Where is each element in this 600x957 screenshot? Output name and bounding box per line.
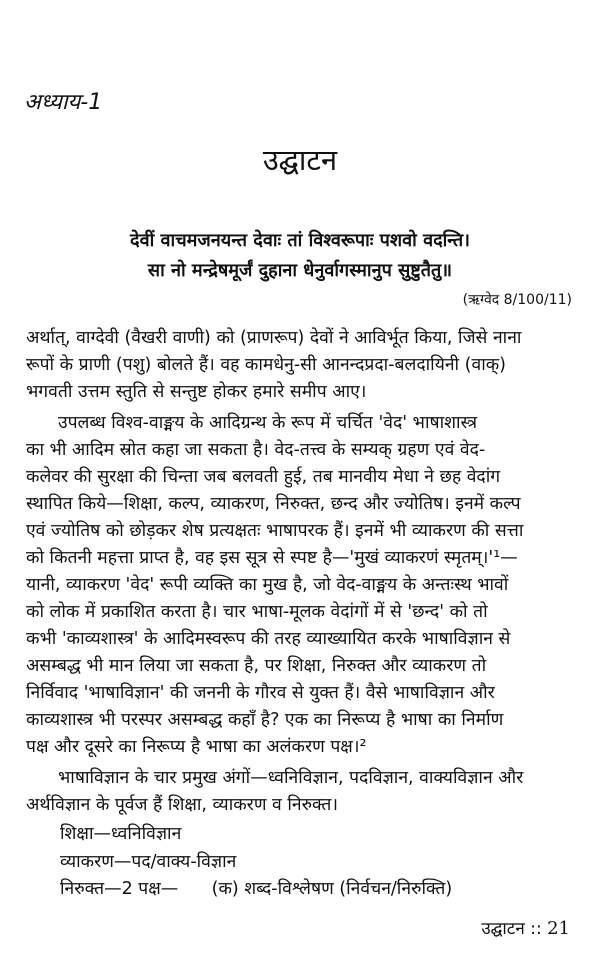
body-line: अर्थविज्ञान के पूर्वज हैं शिक्षा, व्याकरण व निरुक्त। <box>26 795 339 815</box>
body-line: निर्विवाद 'भाषाविज्ञान' की जननी के गौरव से युक्त हैं। वैसे भाषाविज्ञान और <box>26 683 495 703</box>
chapter-title: उद्घाटन <box>262 143 338 177</box>
verse-line-1: देवीं वाचमजनयन्त देवाः तां विश्वरूपाः पशवो वदन्ति। <box>130 230 470 251</box>
list-line: व्याकरण—पद/वाक्य-विज्ञान <box>60 852 237 872</box>
body-line: भगवती उत्तम स्तुति से सन्तुष्ट होकर हमारे समीप आए। <box>26 382 367 402</box>
page-footer <box>481 916 570 939</box>
verse-line-2: सा नो मन्द्रेषमूर्जं दुहाना धेनुर्वागस्मानुप सुष्टुतैतु॥ <box>147 260 453 281</box>
body-line: का भी आदिम स्रोत कहा जा सकता है। वेद-तत्त्व के सम्यक् ग्रहण एवं वेद- <box>26 440 486 460</box>
body-line: भाषाविज्ञान के चार प्रमुख अंगों—ध्वनिविज्ञान, पदविज्ञान, वाक्यविज्ञान और <box>58 768 524 788</box>
body-line: एवं ज्योतिष को छोड़कर शेष प्रत्यक्षतः भाषापरक हैं। इनमें भी व्याकरण की सत्ता <box>26 521 524 541</box>
list-line: शिक्षा—ध्वनिविज्ञान <box>60 824 182 844</box>
list-line: निरुक्त—2 पक्ष— (क) शब्द-विश्लेषण (निर्वचन/निरुक्ति) <box>60 879 453 899</box>
body-line: अर्थात्, वाग्देवी (वैखरी वाणी) को (प्राणरूप) देवों ने आविर्भूत किया, जिसे नाना <box>26 328 522 348</box>
body-line: को कितनी महत्ता प्राप्त है, वह इस सूत्र से स्पष्ट है—'मुखं व्याकरणं स्मृतम्।'¹— <box>26 548 518 568</box>
body-line: पक्ष और दूसरे का निरूप्य है भाषा का अलंकरण पक्ष।² <box>26 737 367 757</box>
body-line: स्थापित किये—शिक्षा, कल्प, व्याकरण, निरुक्त, छन्द और ज्योतिष। इनमें कल्प <box>26 494 521 514</box>
body-line: रूपों के प्राणी (पशु) बोलते हैं। वह कामधेनु-सी आनन्दप्रदा-बलदायिनी (वाक्) <box>26 355 507 375</box>
body-line: असम्बद्ध भी मान लिया जा सकता है, पर शिक्षा, निरुक्त और व्याकरण तो <box>26 656 487 676</box>
verse-citation: (ऋग्वेद 8/100/11) <box>462 292 572 308</box>
body-line: कभी 'काव्यशास्त्र' के आदिमस्वरूप की तरह व्याख्यायित करके भाषाविज्ञान से <box>26 629 511 649</box>
body-line: उपलब्ध विश्व-वाङ्मय के आदिग्रन्थ के रूप में चर्चित 'वेद' भाषाशास्त्र <box>58 413 478 433</box>
body-line: काव्यशास्त्र भी परस्पर असम्बद्ध कहाँ है? एक का निरूप्य है भाषा का निर्माण <box>26 710 504 730</box>
chapter-label: अध्याय-1 <box>24 90 103 115</box>
body-line: कलेवर की सुरक्षा की चिन्ता जब बलवती हुई, तब मानवीय मेधा ने छह वेदांग <box>26 467 501 487</box>
body-line: यानी, व्याकरण 'वेद' रूपी व्यक्ति का मुख है, जो वेद-वाङ्मय के अन्तःस्थ भावों <box>26 575 509 595</box>
body-line: को लोक में प्रकाशित करता है। चार भाषा-मूलक वेदांगों में से 'छन्द' को तो <box>26 602 488 622</box>
page-number: 21 <box>547 918 570 939</box>
footer-label: उद्घाटन :: <box>481 919 542 939</box>
